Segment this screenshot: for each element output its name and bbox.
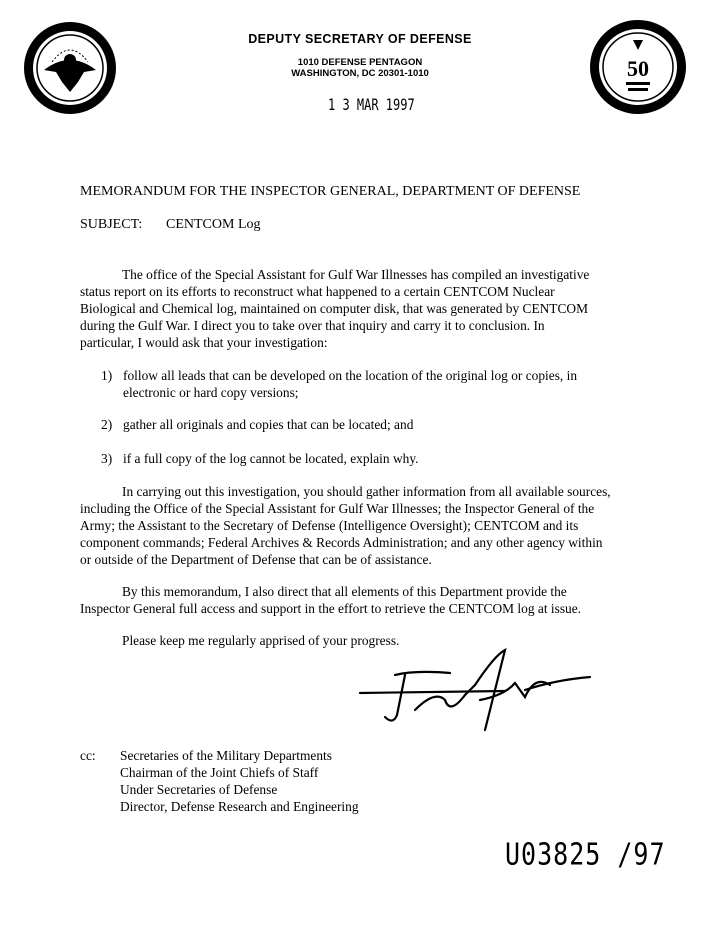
date-stamp: 1 3 MAR 1997 bbox=[328, 95, 415, 115]
address-line1: 1010 DEFENSE PENTAGON bbox=[297, 57, 423, 68]
subject: CENTCOM Log bbox=[166, 217, 261, 232]
letterhead-title: DEPUTY SECRETARY OF DEFENSE bbox=[248, 32, 472, 46]
signature bbox=[355, 645, 600, 740]
cc-item: Secretaries of the Military Departments bbox=[120, 748, 332, 763]
cc-label: cc: bbox=[80, 748, 96, 763]
svg-text:50: 50 bbox=[627, 56, 649, 81]
paragraph-4: Please keep me regularly apprised of your progress. bbox=[122, 633, 400, 648]
control-number: U03825 /97 bbox=[505, 837, 666, 872]
address-line2: WASHINGTON, DC 20301-1010 bbox=[291, 68, 429, 79]
subject-label: SUBJECT: bbox=[80, 217, 143, 232]
cc-item: Under Secretaries of Defense bbox=[120, 782, 278, 797]
cc-item: Chairman of the Joint Chiefs of Staff bbox=[120, 765, 319, 780]
memo-to: MEMORANDUM FOR THE INSPECTOR GENERAL, DEPARTMENT OF DEFENSE bbox=[80, 184, 581, 199]
cc-item: Director, Defense Research and Engineering bbox=[120, 799, 359, 814]
